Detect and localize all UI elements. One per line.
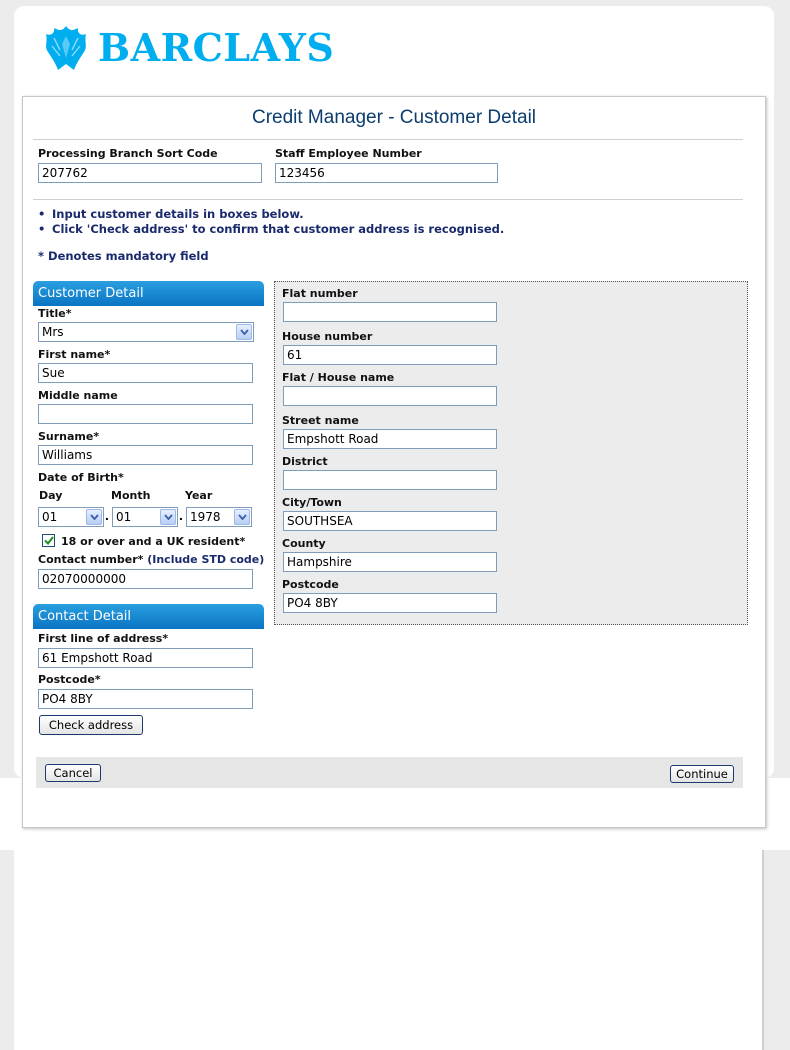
- flat-house-name-input[interactable]: [283, 386, 497, 406]
- first-name-input[interactable]: Sue: [38, 363, 253, 383]
- instruction-item: • Click 'Check address' to confirm that customer address is recognised.: [38, 222, 505, 236]
- action-bar: [36, 757, 743, 788]
- district-input[interactable]: [283, 470, 497, 490]
- check-address-button[interactable]: Check address: [39, 715, 143, 735]
- staff-number-input[interactable]: 123456: [275, 163, 498, 183]
- first-name-label: First name*: [38, 348, 111, 361]
- middle-name-label: Middle name: [38, 389, 118, 402]
- county-input[interactable]: Hampshire: [283, 552, 497, 572]
- chevron-down-icon[interactable]: [160, 509, 176, 525]
- uk-resident-label: 18 or over and a UK resident*: [61, 535, 246, 548]
- year-label: Year: [185, 489, 213, 502]
- chevron-down-icon[interactable]: [236, 324, 252, 340]
- day-select[interactable]: 01: [38, 507, 104, 527]
- dob-label: Date of Birth*: [38, 471, 124, 484]
- address-postcode-input[interactable]: PO4 8BY: [283, 593, 497, 613]
- customer-detail-card: [22, 96, 766, 828]
- sort-code-input[interactable]: 207762: [38, 163, 262, 183]
- year-select[interactable]: 1978: [186, 507, 252, 527]
- flat-number-input[interactable]: [283, 302, 497, 322]
- chevron-down-icon[interactable]: [234, 509, 250, 525]
- surname-input[interactable]: Williams: [38, 445, 253, 465]
- title-select[interactable]: Mrs: [38, 322, 254, 342]
- barclays-logo: [44, 24, 334, 72]
- house-number-input[interactable]: 61: [283, 345, 497, 365]
- county-label: County: [282, 537, 326, 550]
- address-postcode-label: Postcode: [282, 578, 339, 591]
- checkmark-icon: [44, 536, 54, 545]
- eagle-logo-icon: [44, 24, 88, 72]
- street-name-input[interactable]: Empshott Road: [283, 429, 497, 449]
- staff-number-label: Staff Employee Number: [275, 147, 422, 160]
- city-input[interactable]: SOUTHSEA: [283, 511, 497, 531]
- chevron-down-icon[interactable]: [86, 509, 102, 525]
- flat-house-name-label: Flat / House name: [282, 371, 395, 384]
- uk-resident-checkbox[interactable]: [42, 534, 55, 547]
- mandatory-note: * Denotes mandatory field: [38, 249, 209, 263]
- district-label: District: [282, 455, 328, 468]
- month-select[interactable]: 01: [112, 507, 178, 527]
- address-panel: [274, 281, 748, 625]
- surname-label: Surname*: [38, 430, 100, 443]
- divider: [33, 139, 743, 140]
- city-label: City/Town: [282, 496, 342, 509]
- sort-code-label: Processing Branch Sort Code: [38, 147, 218, 160]
- page-background-lower: [14, 850, 764, 1050]
- month-label: Month: [111, 489, 151, 502]
- title-label: Title*: [38, 307, 72, 320]
- first-line-address-label: First line of address*: [38, 632, 169, 645]
- first-line-address-input[interactable]: 61 Empshott Road: [38, 648, 253, 668]
- street-name-label: Street name: [282, 414, 359, 427]
- middle-name-input[interactable]: [38, 404, 253, 424]
- brand-wordmark: BARCLAYS: [98, 25, 335, 70]
- day-label: Day: [39, 489, 63, 502]
- customer-detail-heading: Customer Detail: [33, 281, 264, 306]
- contact-postcode-input[interactable]: PO4 8BY: [38, 689, 253, 709]
- contact-number-hint: (Include STD code): [147, 553, 265, 566]
- date-separator: .: [105, 507, 109, 523]
- contact-number-input[interactable]: 02070000000: [38, 569, 253, 589]
- date-separator: .: [179, 507, 183, 523]
- instruction-item: • Input customer details in boxes below.: [38, 207, 304, 221]
- page-title: Credit Manager - Customer Detail: [251, 107, 537, 128]
- continue-button[interactable]: Continue: [670, 765, 734, 783]
- divider: [33, 199, 743, 200]
- contact-number-label: Contact number* (Include STD code): [38, 553, 265, 566]
- cancel-button[interactable]: Cancel: [45, 764, 101, 782]
- flat-number-label: Flat number: [282, 287, 358, 300]
- contact-postcode-label: Postcode*: [38, 673, 101, 686]
- contact-detail-heading: Contact Detail: [33, 604, 264, 629]
- house-number-label: House number: [282, 330, 373, 343]
